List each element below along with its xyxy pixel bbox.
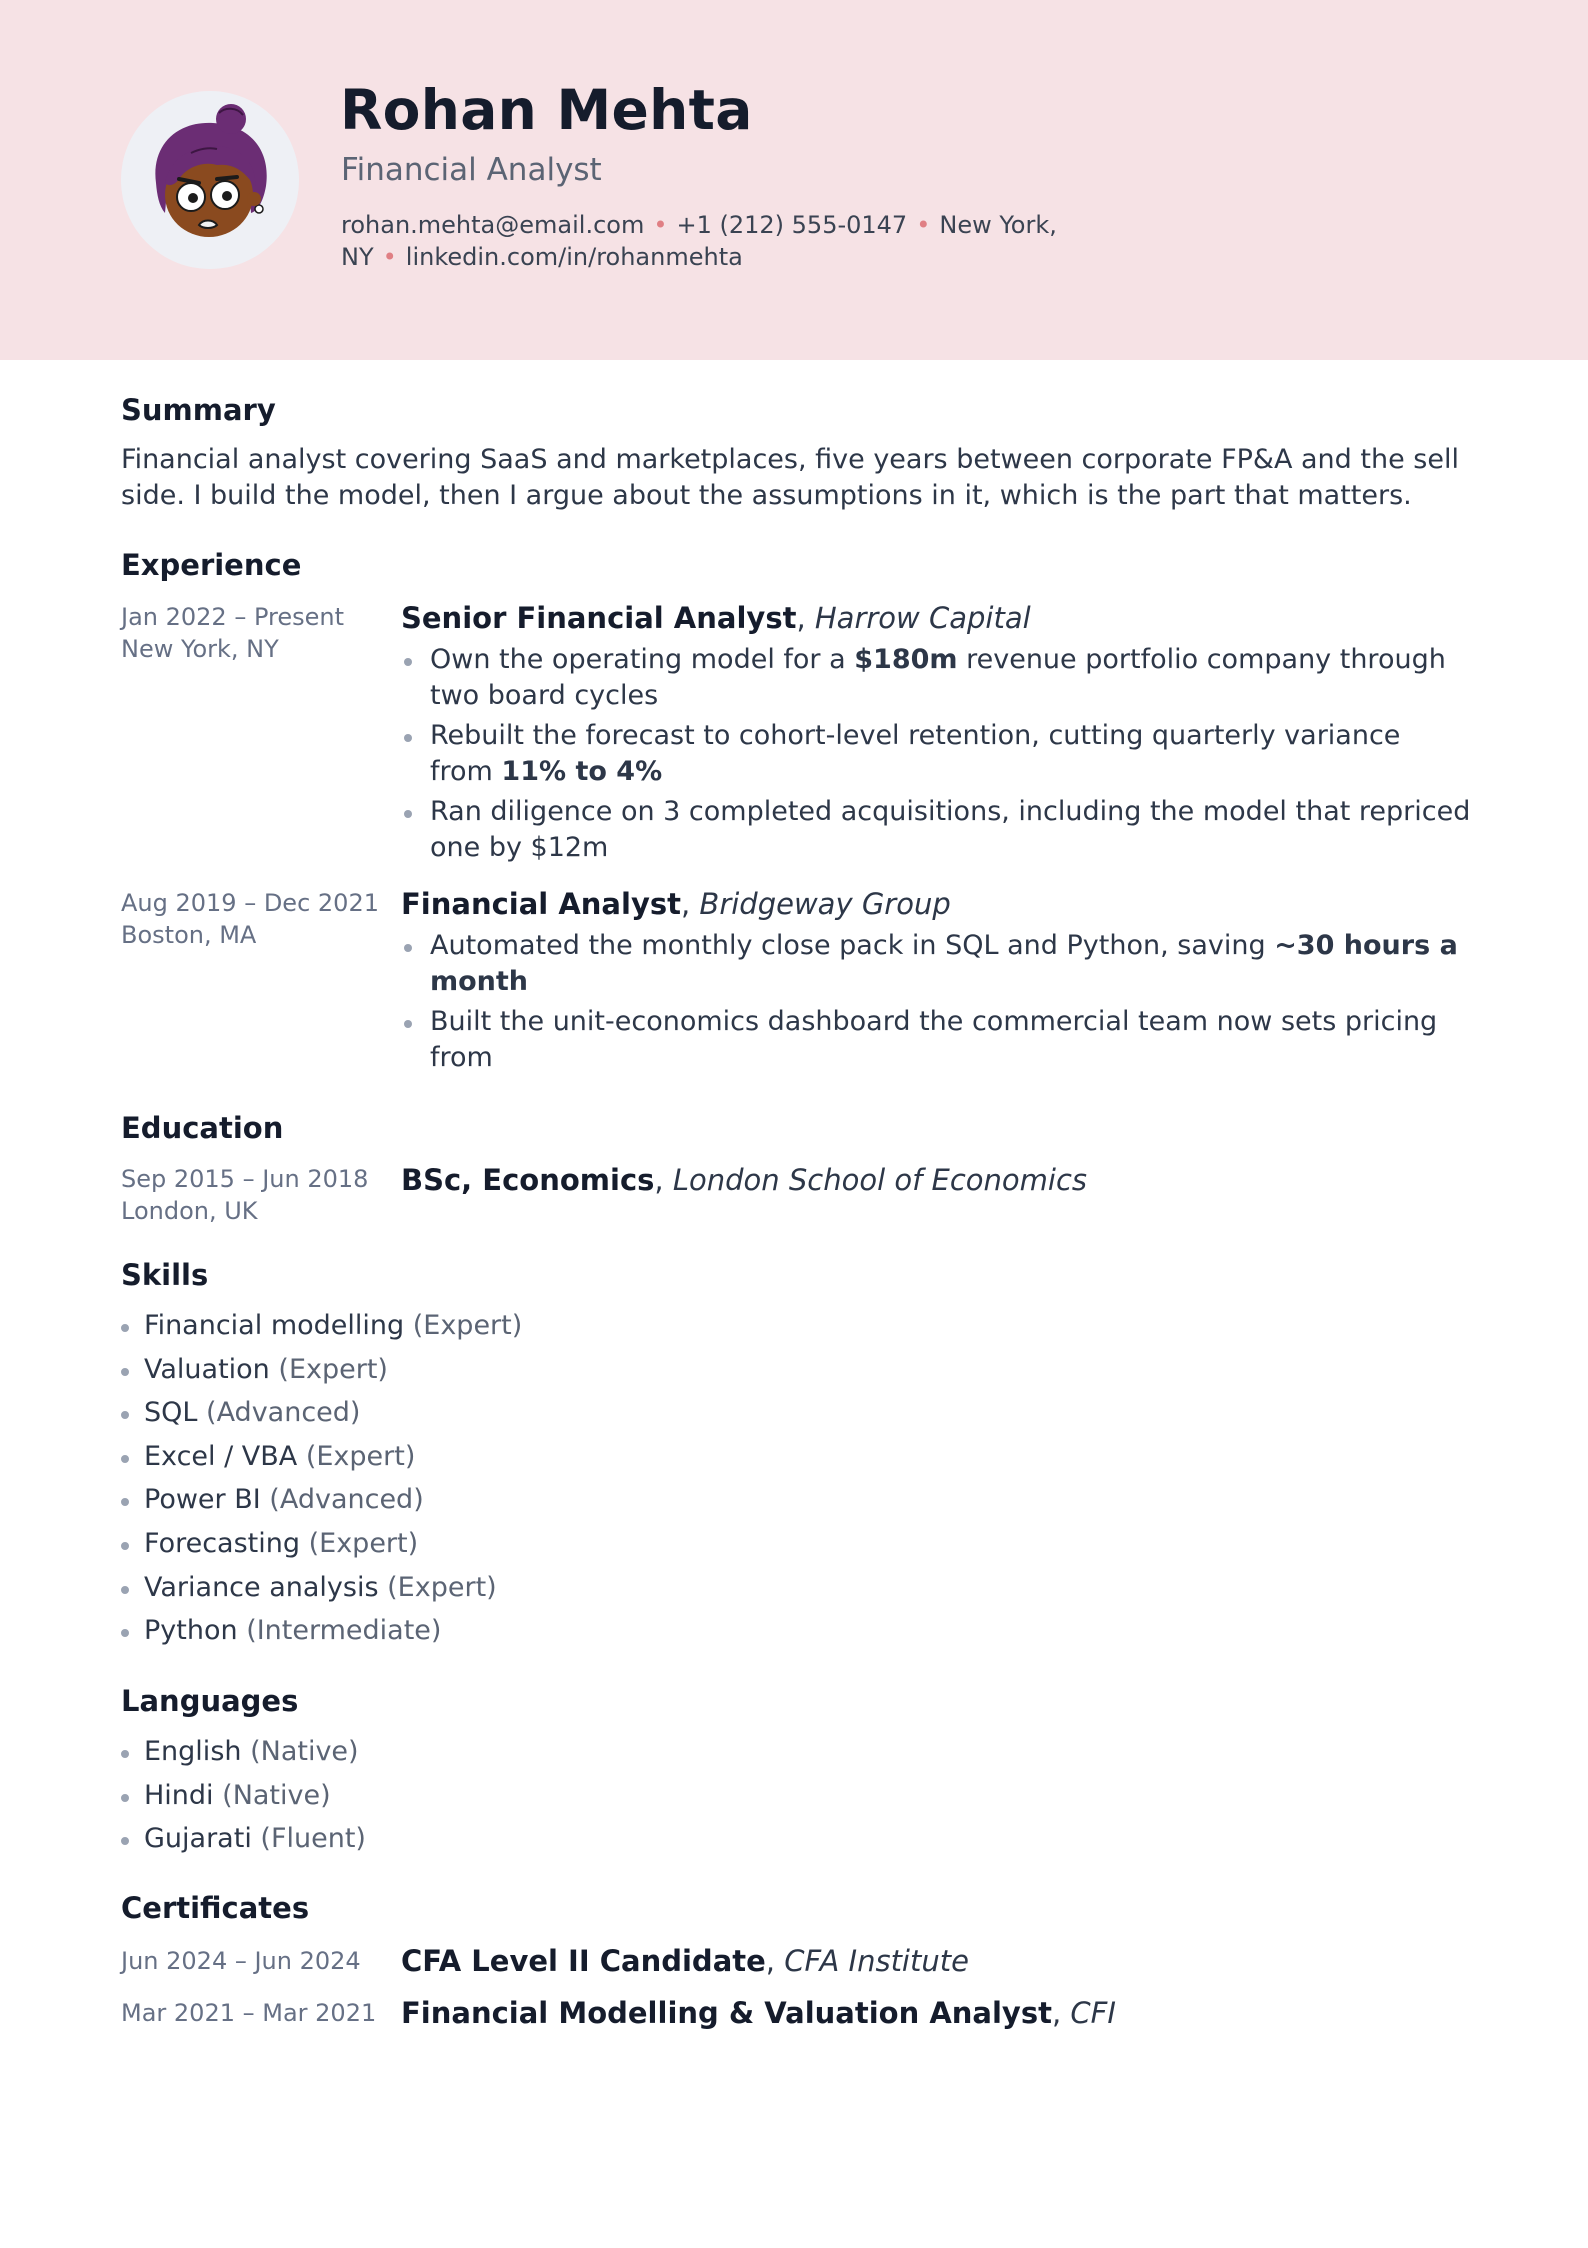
experience-location: Boston, MA <box>121 921 257 949</box>
cartoon-avatar-icon <box>121 91 299 269</box>
section-title-skills: Skills <box>121 1258 209 1292</box>
certificate-dates: Mar 2021 – Mar 2021 <box>121 1999 377 2027</box>
section-title-certificates: Certificates <box>121 1891 310 1925</box>
header-banner <box>0 0 1588 360</box>
list-item: Hindi (Native) <box>121 1778 366 1822</box>
certificate-heading: Financial Modelling & Valuation Analyst, CFI <box>401 1996 1116 2030</box>
certificate-dates: Jun 2024 – Jun 2024 <box>121 1947 361 1975</box>
list-item: Variance analysis (Expert) <box>121 1570 522 1614</box>
list-item: Power BI (Advanced) <box>121 1482 522 1526</box>
list-item: Built the unit-economics dashboard the commercial team now sets pricing from <box>401 1004 1471 1076</box>
email-link[interactable]: rohan.mehta@email.com <box>341 211 645 239</box>
list-item: Valuation (Expert) <box>121 1352 522 1396</box>
experience-dates: Aug 2019 – Dec 2021 <box>121 889 379 917</box>
job-title: Financial Analyst <box>401 887 681 921</box>
education-heading: BSc, Economics, London School of Economics <box>401 1163 1088 1197</box>
languages-list <box>121 1734 366 1865</box>
experience-meta <box>121 887 391 951</box>
experience-dates: Jan 2022 – Present <box>121 603 345 631</box>
employer-name: Harrow Capital <box>814 601 1031 635</box>
education-location: London, UK <box>121 1197 258 1225</box>
experience-heading: Financial Analyst, Bridgeway Group <box>401 887 951 921</box>
certificate-issuer: CFA Institute <box>784 1944 969 1978</box>
list-item: Financial modelling (Expert) <box>121 1308 522 1352</box>
contact-line <box>341 209 1121 273</box>
candidate-name: Rohan Mehta <box>340 78 753 142</box>
experience-bullets <box>401 928 1471 1080</box>
list-item: Python (Intermediate) <box>121 1613 522 1657</box>
location-text: New York, NY <box>341 211 1057 271</box>
list-item: SQL (Advanced) <box>121 1395 522 1439</box>
list-item: Rebuilt the forecast to cohort-level retention, cutting quarterly variance from 11% to 4% <box>401 718 1471 790</box>
separator-dot: • <box>916 211 931 239</box>
job-title: Senior Financial Analyst <box>401 601 797 635</box>
list-item: Ran diligence on 3 completed acquisitions, including the model that repriced one by $12m <box>401 794 1471 866</box>
candidate-role: Financial Analyst <box>341 152 602 188</box>
list-item: Gujarati (Fluent) <box>121 1821 366 1865</box>
education-meta <box>121 1163 391 1227</box>
list-item: Forecasting (Expert) <box>121 1526 522 1570</box>
section-title-languages: Languages <box>121 1684 299 1718</box>
section-title-experience: Experience <box>121 548 302 582</box>
employer-name: Bridgeway Group <box>699 887 951 921</box>
experience-bullets <box>401 642 1471 870</box>
certificate-issuer: CFI <box>1070 1996 1116 2030</box>
phone-text: +1 (212) 555-0147 <box>676 211 908 239</box>
separator-dot: • <box>382 243 397 271</box>
avatar <box>121 91 299 269</box>
summary-text: Financial analyst covering SaaS and marketplaces, five years between corporate FP&A and the sell side. I build the model, then I argue about the assumptions in it, which is the part that matters. <box>121 444 1459 511</box>
certificate-title: Financial Modelling & Valuation Analyst <box>401 1996 1052 2030</box>
list-item: English (Native) <box>121 1734 366 1778</box>
section-title-summary: Summary <box>121 393 276 427</box>
linkedin-link[interactable]: linkedin.com/in/rohanmehta <box>405 243 743 271</box>
school-name: London School of Economics <box>672 1163 1088 1197</box>
education-dates: Sep 2015 – Jun 2018 <box>121 1165 369 1193</box>
certificate-title: CFA Level II Candidate <box>401 1944 766 1978</box>
section-title-education: Education <box>121 1111 284 1145</box>
experience-location: New York, NY <box>121 635 279 663</box>
list-item: Excel / VBA (Expert) <box>121 1439 522 1483</box>
certificate-heading: CFA Level II Candidate, CFA Institute <box>401 1944 969 1978</box>
list-item: Automated the monthly close pack in SQL and Python, saving ~30 hours a month <box>401 928 1471 1000</box>
experience-heading: Senior Financial Analyst, Harrow Capital <box>401 601 1031 635</box>
experience-meta <box>121 601 391 665</box>
degree-name: BSc, Economics <box>401 1163 655 1197</box>
separator-dot: • <box>653 211 668 239</box>
skills-list <box>121 1308 522 1657</box>
list-item: Own the operating model for a $180m revenue portfolio company through two board cycles <box>401 642 1471 714</box>
